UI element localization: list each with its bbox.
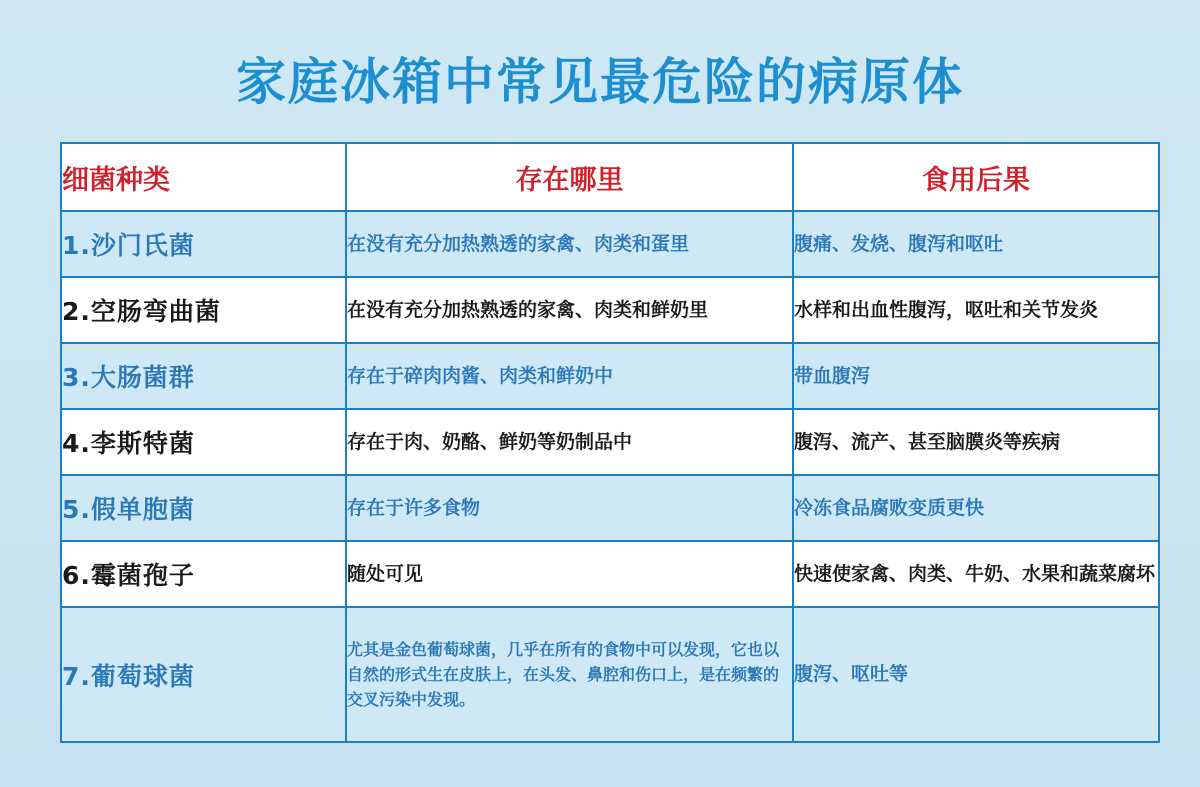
bacteria-location: 随处可见 [346,541,793,607]
bacteria-name: 5.假单胞菌 [61,475,346,541]
page-title: 家庭冰箱中常见最危险的病原体 [236,53,964,111]
bacteria-location: 存在于许多食物 [346,475,793,541]
pathogen-table [60,142,1160,743]
table-row [61,541,1159,607]
bacteria-location: 在没有充分加热熟透的家禽、肉类和蛋里 [346,211,793,277]
header-consequence: 食用后果 [793,143,1159,211]
bacteria-location: 存在于碎肉肉酱、肉类和鲜奶中 [346,343,793,409]
header-bacteria-type: 细菌种类 [61,143,346,211]
bacteria-location: 存在于肉、奶酪、鲜奶等奶制品中 [346,409,793,475]
bacteria-name: 6.霉菌孢子 [61,541,346,607]
header-location: 存在哪里 [346,143,793,211]
table-row [61,343,1159,409]
bacteria-consequence: 腹泻、流产、甚至脑膜炎等疾病 [793,409,1159,475]
bacteria-consequence: 带血腹泻 [793,343,1159,409]
bacteria-consequence: 快速使家禽、肉类、牛奶、水果和蔬菜腐坏 [793,541,1159,607]
bacteria-name: 7.葡萄球菌 [61,607,346,742]
table-row [61,409,1159,475]
bacteria-consequence: 水样和出血性腹泻，呕吐和关节发炎 [793,277,1159,343]
table-row [61,607,1159,742]
bacteria-consequence: 冷冻食品腐败变质更快 [793,475,1159,541]
table-row [61,475,1159,541]
table-header-row [61,143,1159,211]
bacteria-name: 2.空肠弯曲菌 [61,277,346,343]
table-row [61,277,1159,343]
bacteria-name: 4.李斯特菌 [61,409,346,475]
bacteria-consequence: 腹泻、呕吐等 [793,607,1159,742]
bacteria-consequence: 腹痛、发烧、腹泻和呕吐 [793,211,1159,277]
table-row [61,211,1159,277]
bacteria-location: 尤其是金色葡萄球菌，几乎在所有的食物中可以发现，它也以自然的形式生在皮肤上，在头发、鼻腔和伤口上，是在频繁的交叉污染中发现。 [346,607,793,742]
bacteria-location: 在没有充分加热熟透的家禽、肉类和鲜奶里 [346,277,793,343]
bacteria-name: 1.沙门氏菌 [61,211,346,277]
bacteria-name: 3.大肠菌群 [61,343,346,409]
